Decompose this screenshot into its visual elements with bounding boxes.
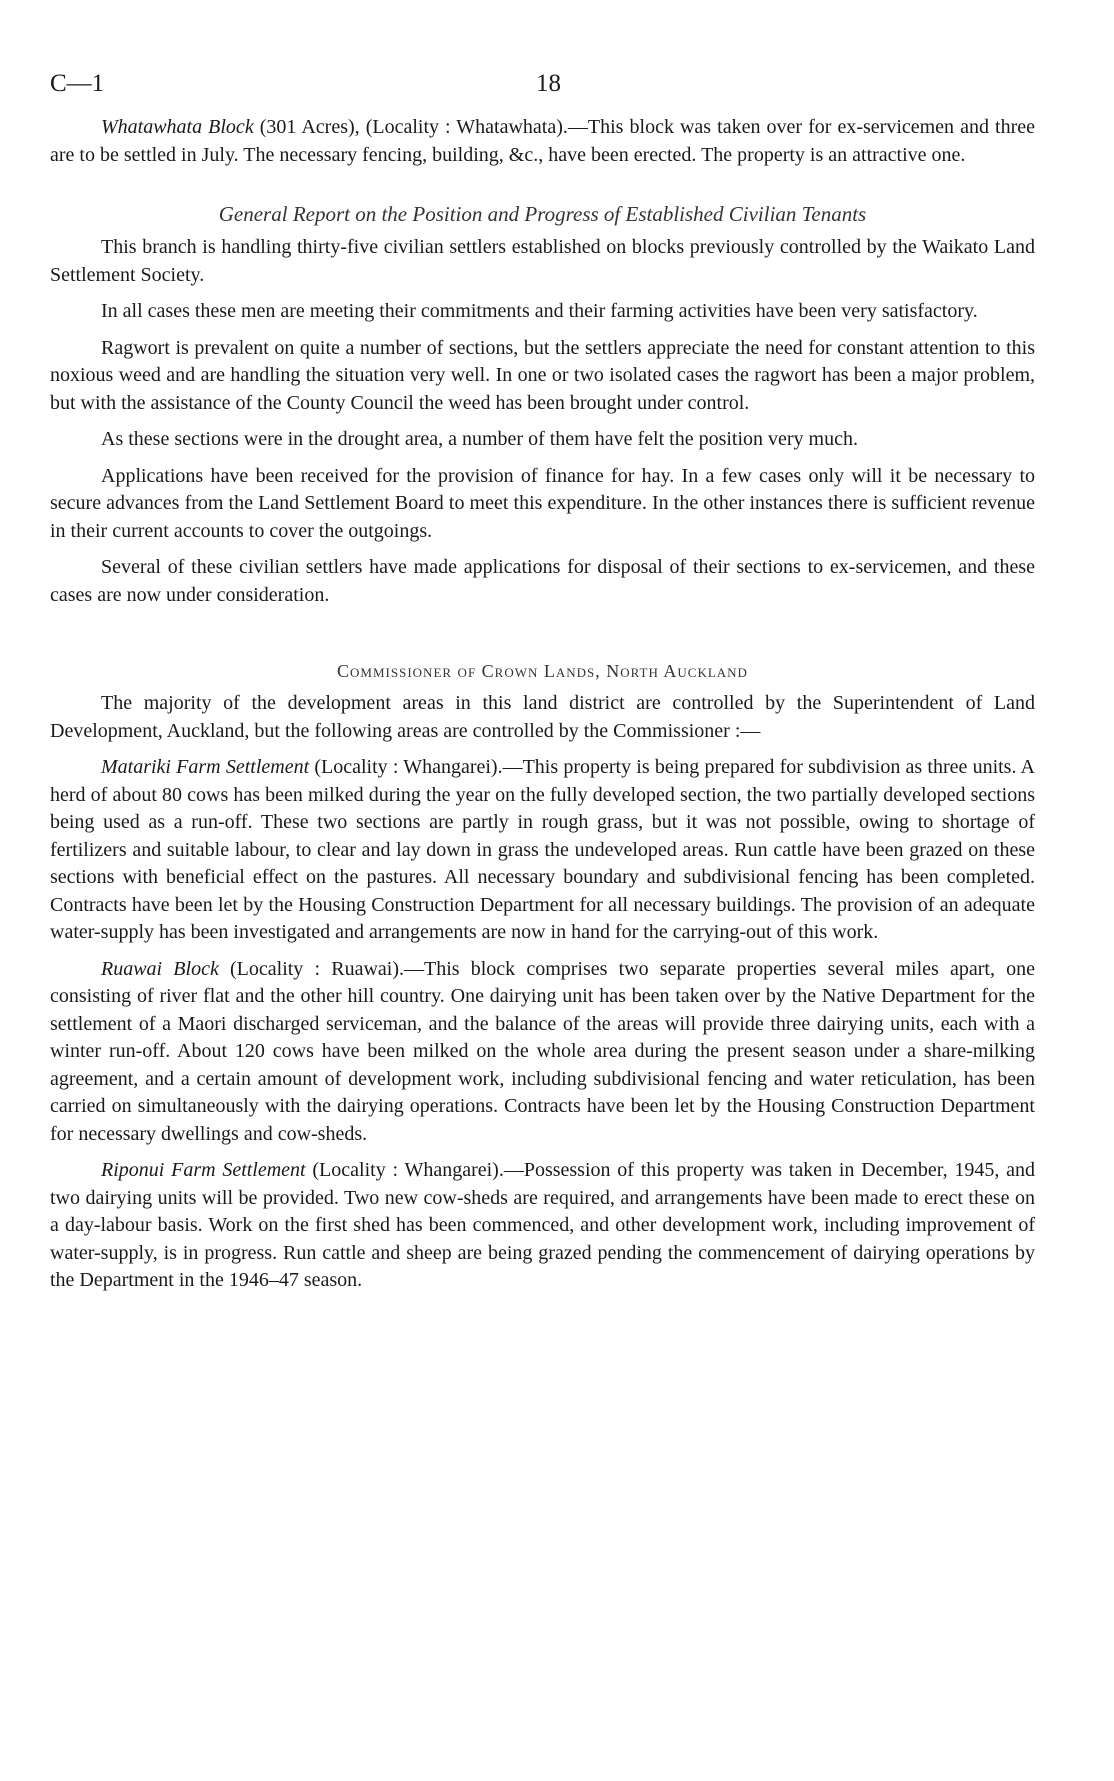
- block-name: Ruawai Block: [101, 957, 219, 980]
- paragraph: Several of these civilian settlers have made applications for disposal of their sections to ex-servicemen, and these cases are now under consideration.: [50, 556, 1035, 606]
- page-number: 18: [536, 70, 561, 97]
- block-name: Matariki Farm Settlement: [101, 756, 310, 778]
- ruawai-paragraph: [50, 956, 1035, 1149]
- paragraph: The majority of the development areas in this land district are controlled by the Superintendent of Land Development, Auckland, but the following areas are controlled by the Commissioner :—: [50, 692, 1035, 742]
- paragraph-text: (Locality : Whangarei).—Possession of this property was taken in December, 1945, and two dairying units will be provided. Two new cow-sheds are required, and arrangements have been made to erect these on a day-labour basis. Work on the first shed has been commenced, and other development work, including improvement of water-supply, is in progress. Run cattle and sheep are being grazed pending the commencement of dairying operations by the Department in the 1946–47 season.: [50, 1159, 1035, 1291]
- document-reference: C—1: [50, 70, 105, 97]
- paragraph: Ragwort is prevalent on quite a number of sections, but the settlers appreciate the need for constant attention to this noxious weed and are handling the situation very well. In one or two isolated cases the ragwort has been a major problem, but with the assistance of the County Council the weed has been brought under control.: [50, 336, 1035, 414]
- matariki-paragraph: [50, 754, 1035, 947]
- paragraph-text: (Locality : Ruawai).—This block comprises two separate properties several miles apart, one consisting of river flat and the other hill country. One dairying unit has been taken over by the Native Department for the settlement of a Maori discharged serviceman, and the balance of the areas will provide three dairying units, each with a winter run-off. About 120 cows have been milked on the whole area during the present season under a share-milking agreement, and a certain amount of development work, including subdivisional fencing and water reticulation, has been carried on simultaneously with the dairying operations. Contracts have been let by the Housing Construction Department for necessary dwellings and cow-sheds.: [50, 957, 1036, 1145]
- block-name: Riponui Farm Settlement: [101, 1159, 306, 1181]
- paragraph-text: (301 Acres), (Locality : Whatawhata).—This block was taken over for ex-servicemen and three are to be settled in July. The necessary fencing, building, &c., have been erected. The property is an attractive one.: [50, 116, 1036, 166]
- section-heading-commissioner: Commissioner of Crown Lands, North Auckland: [337, 661, 748, 681]
- paragraph: Applications have been received for the provision of finance for hay. In a few cases only will it be necessary to secure advances from the Land Settlement Board to meet this expenditure. In the other instances there is sufficient revenue in their current accounts to cover the outgoings.: [50, 464, 1035, 542]
- block-name: Whatawhata Block: [101, 116, 254, 138]
- document-page: [50, 70, 1035, 1295]
- section-heading-civilian-tenants: General Report on the Position and Progress of Established Civilian Tenants: [218, 202, 867, 226]
- paragraph: As these sections were in the drought area, a number of them have felt the position very much.: [101, 428, 858, 450]
- paragraph: This branch is handling thirty-five civilian settlers established on blocks previously controlled by the Waikato Land Settlement Society.: [50, 236, 1035, 286]
- page-header: [50, 70, 1035, 114]
- paragraph-text: (Locality : Whangarei).—This property is being prepared for subdivision as three units. A herd of about 80 cows has been milked during the year on the fully developed section, the two partially developed sections being used as a run-off. These two sections are partly in rough grass, but it was not possible, owing to shortage of fertilizers and suitable labour, to clear and lay down in grass the undeveloped areas. Run cattle have been grazed on these sections with beneficial effect on the pastures. All necessary boundary and subdivisional fencing has been completed. Contracts have been let by the Housing Construction Department for all necessary buildings. The provision of an adequate water-supply has been investigated and arrangements are now in hand for the carrying-out of this work.: [50, 756, 1035, 943]
- riponui-paragraph: [50, 1157, 1035, 1295]
- whatawhata-paragraph: [50, 114, 1035, 169]
- paragraph: In all cases these men are meeting their commitments and their farming activities have been very satisfactory.: [101, 300, 978, 322]
